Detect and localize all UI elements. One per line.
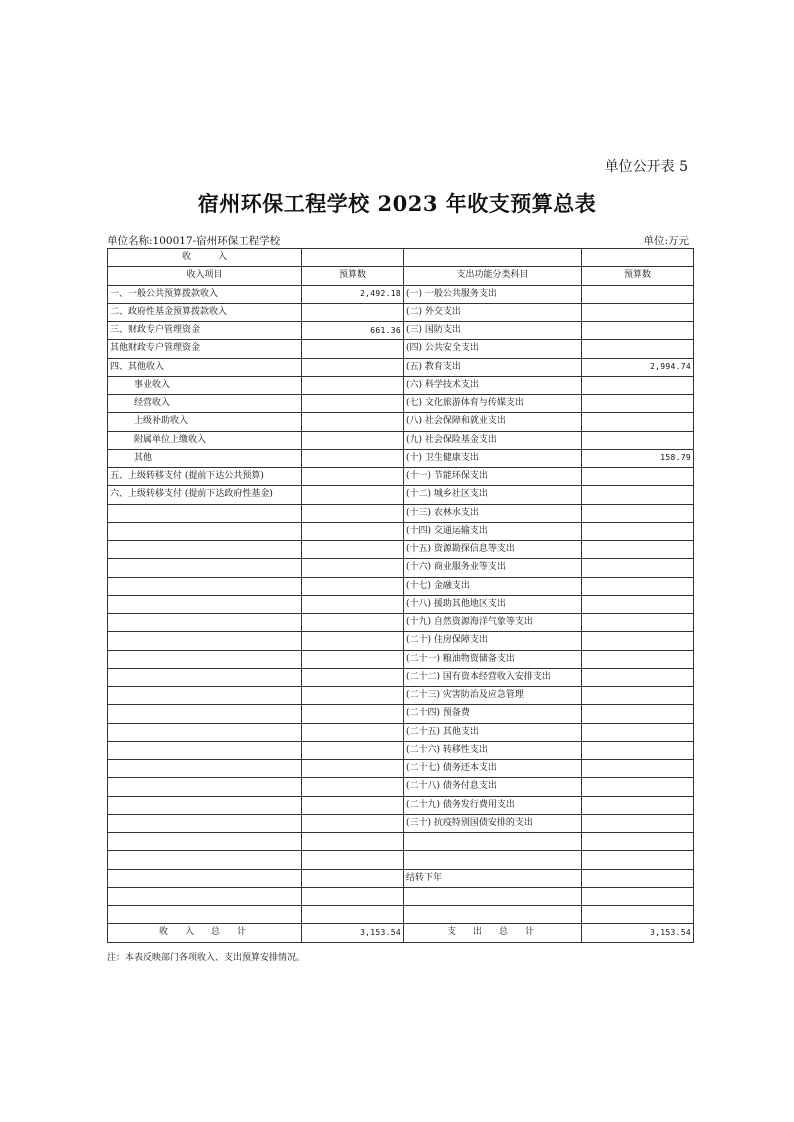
expense-amount-cell bbox=[582, 504, 694, 522]
income-amount-cell bbox=[302, 559, 404, 577]
expense-item-cell: (十八) 援助其他地区支出 bbox=[404, 595, 582, 613]
table-row bbox=[108, 559, 694, 577]
expense-amount-cell bbox=[582, 431, 694, 449]
table-row bbox=[108, 504, 694, 522]
income-amount-cell: 2,492.18 bbox=[302, 285, 404, 303]
income-amount-cell bbox=[302, 833, 404, 851]
expense-amount-cell bbox=[582, 869, 694, 887]
expense-amount-cell: 158.79 bbox=[582, 449, 694, 467]
budget-summary-table bbox=[107, 248, 694, 943]
expense-amount-cell bbox=[582, 559, 694, 577]
table-row bbox=[108, 869, 694, 887]
table-row bbox=[108, 413, 694, 431]
income-item-cell: 四、其他收入 bbox=[108, 358, 302, 376]
table-row bbox=[108, 340, 694, 358]
currency-unit: 单位:万元 bbox=[643, 235, 689, 247]
income-amount-cell bbox=[302, 522, 404, 540]
expense-item-cell: (十九) 自然资源海洋气象等支出 bbox=[404, 614, 582, 632]
income-item-cell bbox=[108, 906, 302, 924]
expense-amount-cell bbox=[582, 760, 694, 778]
expense-amount-cell bbox=[582, 522, 694, 540]
income-amount-cell bbox=[302, 595, 404, 613]
income-item-cell: 三、财政专户管理资金 bbox=[108, 322, 302, 340]
income-amount-cell bbox=[302, 395, 404, 413]
table-row bbox=[108, 741, 694, 759]
table-row bbox=[108, 887, 694, 905]
income-amount-cell bbox=[302, 887, 404, 905]
income-amount-cell bbox=[302, 723, 404, 741]
income-item-cell bbox=[108, 869, 302, 887]
table-row bbox=[108, 486, 694, 504]
expense-amount-cell bbox=[582, 796, 694, 814]
table-row bbox=[108, 614, 694, 632]
income-amount-cell bbox=[302, 906, 404, 924]
table-group-header-row bbox=[108, 249, 694, 267]
expense-amount-cell bbox=[582, 741, 694, 759]
col-header-income-amount: 预算数 bbox=[302, 267, 404, 285]
expense-amount-cell bbox=[582, 322, 694, 340]
expense-amount-cell bbox=[582, 833, 694, 851]
income-amount-cell: 661.36 bbox=[302, 322, 404, 340]
income-item-cell: 上级补助收入 bbox=[108, 413, 302, 431]
income-item-cell: 一、一般公共预算拨款收入 bbox=[108, 285, 302, 303]
expense-item-cell: (二十一) 粮油物资储备支出 bbox=[404, 650, 582, 668]
expense-item-cell: (二十二) 国有资本经营收入安排支出 bbox=[404, 668, 582, 686]
footnote: 注：本表反映部门各项收入、支出预算安排情况。 bbox=[107, 953, 306, 963]
expense-amount-cell bbox=[582, 851, 694, 869]
expense-item-cell: (二十五) 其他支出 bbox=[404, 723, 582, 741]
expense-item-cell bbox=[404, 906, 582, 924]
table-row bbox=[108, 395, 694, 413]
expense-item-cell: (一) 一般公共服务支出 bbox=[404, 285, 582, 303]
expense-item-cell: (十二) 城乡社区支出 bbox=[404, 486, 582, 504]
income-item-cell bbox=[108, 577, 302, 595]
income-item-cell bbox=[108, 814, 302, 832]
table-row bbox=[108, 668, 694, 686]
expense-item-cell: (十) 卫生健康支出 bbox=[404, 449, 582, 467]
income-amount-cell bbox=[302, 869, 404, 887]
income-amount-cell bbox=[302, 431, 404, 449]
empty-cell bbox=[582, 249, 694, 267]
expense-item-cell: (二十三) 灾害防治及应急管理 bbox=[404, 687, 582, 705]
table-row bbox=[108, 449, 694, 467]
income-item-cell bbox=[108, 741, 302, 759]
income-item-cell bbox=[108, 632, 302, 650]
table-row bbox=[108, 632, 694, 650]
income-item-cell: 附属单位上缴收入 bbox=[108, 431, 302, 449]
expense-amount-cell bbox=[582, 887, 694, 905]
expense-total-label: 支 出 总 计 bbox=[404, 924, 582, 942]
income-item-cell bbox=[108, 595, 302, 613]
table-row bbox=[108, 358, 694, 376]
expense-item-cell: (十五) 资源勘探信息等支出 bbox=[404, 541, 582, 559]
income-item-cell bbox=[108, 687, 302, 705]
income-item-cell bbox=[108, 614, 302, 632]
income-item-cell bbox=[108, 833, 302, 851]
income-amount-cell bbox=[302, 778, 404, 796]
expense-item-cell bbox=[404, 887, 582, 905]
expense-item-cell: (九) 社会保险基金支出 bbox=[404, 431, 582, 449]
expense-amount-cell bbox=[582, 595, 694, 613]
expense-amount-cell bbox=[582, 577, 694, 595]
income-item-cell bbox=[108, 559, 302, 577]
expense-item-cell: (五) 教育支出 bbox=[404, 358, 582, 376]
table-row bbox=[108, 851, 694, 869]
expense-item-cell: (二十九) 债务发行费用支出 bbox=[404, 796, 582, 814]
income-total-label: 收 入 总 计 bbox=[108, 924, 302, 942]
income-total-amount: 3,153.54 bbox=[302, 924, 404, 942]
expense-total-amount: 3,153.54 bbox=[582, 924, 694, 942]
income-item-cell bbox=[108, 778, 302, 796]
table-row bbox=[108, 522, 694, 540]
income-item-cell bbox=[108, 650, 302, 668]
income-amount-cell bbox=[302, 340, 404, 358]
table-row bbox=[108, 577, 694, 595]
expense-amount-cell bbox=[582, 285, 694, 303]
expense-item-cell: (三十) 抗疫特别国债安排的支出 bbox=[404, 814, 582, 832]
income-item-cell bbox=[108, 522, 302, 540]
income-item-cell: 二、政府性基金预算拨款收入 bbox=[108, 303, 302, 321]
income-item-cell bbox=[108, 504, 302, 522]
income-item-cell: 事业收入 bbox=[108, 376, 302, 394]
unit-name: 单位名称:100017-宿州环保工程学校 bbox=[107, 235, 281, 247]
expense-item-cell: (十六) 商业服务业等支出 bbox=[404, 559, 582, 577]
table-row bbox=[108, 431, 694, 449]
table-row bbox=[108, 778, 694, 796]
totals-row bbox=[108, 924, 694, 942]
expense-amount-cell bbox=[582, 395, 694, 413]
empty-cell bbox=[302, 249, 404, 267]
expense-amount-cell bbox=[582, 486, 694, 504]
col-header-expense-amount: 预算数 bbox=[582, 267, 694, 285]
income-amount-cell bbox=[302, 376, 404, 394]
expense-item-cell: 结转下年 bbox=[404, 869, 582, 887]
table-row bbox=[108, 705, 694, 723]
expense-amount-cell bbox=[582, 650, 694, 668]
expense-item-cell: (十三) 农林水支出 bbox=[404, 504, 582, 522]
table-row bbox=[108, 322, 694, 340]
income-amount-cell bbox=[302, 541, 404, 559]
table-row bbox=[108, 814, 694, 832]
income-amount-cell bbox=[302, 504, 404, 522]
empty-cell bbox=[404, 249, 582, 267]
income-item-cell bbox=[108, 796, 302, 814]
expense-amount-cell: 2,994.74 bbox=[582, 358, 694, 376]
income-item-cell: 其他财政专户管理资金 bbox=[108, 340, 302, 358]
expense-amount-cell bbox=[582, 468, 694, 486]
income-amount-cell bbox=[302, 358, 404, 376]
income-item-cell bbox=[108, 887, 302, 905]
income-item-cell: 其他 bbox=[108, 449, 302, 467]
table-row bbox=[108, 906, 694, 924]
expense-amount-cell bbox=[582, 376, 694, 394]
expense-item-cell bbox=[404, 833, 582, 851]
col-header-expense-item: 支出功能分类科目 bbox=[404, 267, 582, 285]
income-item-cell: 六、上级转移支付 (提前下达政府性基金) bbox=[108, 486, 302, 504]
expense-item-cell: (二十四) 预备费 bbox=[404, 705, 582, 723]
expense-amount-cell bbox=[582, 814, 694, 832]
expense-amount-cell bbox=[582, 303, 694, 321]
expense-amount-cell bbox=[582, 668, 694, 686]
table-row bbox=[108, 760, 694, 778]
expense-amount-cell bbox=[582, 614, 694, 632]
income-amount-cell bbox=[302, 650, 404, 668]
expense-item-cell: (四) 公共安全支出 bbox=[404, 340, 582, 358]
expense-item-cell bbox=[404, 851, 582, 869]
income-amount-cell bbox=[302, 413, 404, 431]
income-amount-cell bbox=[302, 303, 404, 321]
table-row bbox=[108, 541, 694, 559]
expense-item-cell: (七) 文化旅游体育与传媒支出 bbox=[404, 395, 582, 413]
table-row bbox=[108, 687, 694, 705]
expense-amount-cell bbox=[582, 705, 694, 723]
expense-item-cell: (十一) 节能环保支出 bbox=[404, 468, 582, 486]
income-amount-cell bbox=[302, 577, 404, 595]
income-amount-cell bbox=[302, 632, 404, 650]
income-amount-cell bbox=[302, 796, 404, 814]
income-amount-cell bbox=[302, 614, 404, 632]
income-amount-cell bbox=[302, 741, 404, 759]
income-item-cell bbox=[108, 541, 302, 559]
expense-amount-cell bbox=[582, 632, 694, 650]
expense-item-cell: (十七) 金融支出 bbox=[404, 577, 582, 595]
expense-amount-cell bbox=[582, 778, 694, 796]
expense-item-cell: (八) 社会保障和就业支出 bbox=[404, 413, 582, 431]
expense-amount-cell bbox=[582, 687, 694, 705]
expense-amount-cell bbox=[582, 541, 694, 559]
expense-amount-cell bbox=[582, 723, 694, 741]
income-amount-cell bbox=[302, 851, 404, 869]
expense-item-cell: (二) 外交支出 bbox=[404, 303, 582, 321]
expense-item-cell: (二十六) 转移性支出 bbox=[404, 741, 582, 759]
income-amount-cell bbox=[302, 468, 404, 486]
income-item-cell bbox=[108, 851, 302, 869]
expense-item-cell: (三) 国防支出 bbox=[404, 322, 582, 340]
expense-item-cell: (六) 科学技术支出 bbox=[404, 376, 582, 394]
income-amount-cell bbox=[302, 814, 404, 832]
income-item-cell: 经营收入 bbox=[108, 395, 302, 413]
expense-item-cell: (二十) 住房保障支出 bbox=[404, 632, 582, 650]
income-item-cell bbox=[108, 723, 302, 741]
income-amount-cell bbox=[302, 760, 404, 778]
table-row bbox=[108, 650, 694, 668]
table-row bbox=[108, 285, 694, 303]
expense-item-cell: (二十八) 债务付息支出 bbox=[404, 778, 582, 796]
income-item-cell bbox=[108, 705, 302, 723]
expense-item-cell: (十四) 交通运输支出 bbox=[404, 522, 582, 540]
income-amount-cell bbox=[302, 687, 404, 705]
table-row bbox=[108, 468, 694, 486]
income-amount-cell bbox=[302, 486, 404, 504]
col-header-income-item: 收入项目 bbox=[108, 267, 302, 285]
income-group-header: 收 入 bbox=[108, 249, 302, 267]
expense-item-cell: (二十七) 债务还本支出 bbox=[404, 760, 582, 778]
page-title: 宿州环保工程学校 2023 年收支预算总表 bbox=[197, 191, 597, 216]
expense-amount-cell bbox=[582, 906, 694, 924]
income-amount-cell bbox=[302, 705, 404, 723]
table-row bbox=[108, 723, 694, 741]
income-amount-cell bbox=[302, 449, 404, 467]
income-item-cell bbox=[108, 760, 302, 778]
income-item-cell: 五、上级转移支付 (提前下达公共预算) bbox=[108, 468, 302, 486]
expense-amount-cell bbox=[582, 413, 694, 431]
table-row bbox=[108, 796, 694, 814]
expense-amount-cell bbox=[582, 340, 694, 358]
table-row bbox=[108, 833, 694, 851]
form-number: 单位公开表 5 bbox=[604, 159, 688, 175]
income-item-cell bbox=[108, 668, 302, 686]
table-column-header-row bbox=[108, 267, 694, 285]
income-amount-cell bbox=[302, 668, 404, 686]
table-row bbox=[108, 595, 694, 613]
table-row bbox=[108, 376, 694, 394]
table-row bbox=[108, 303, 694, 321]
